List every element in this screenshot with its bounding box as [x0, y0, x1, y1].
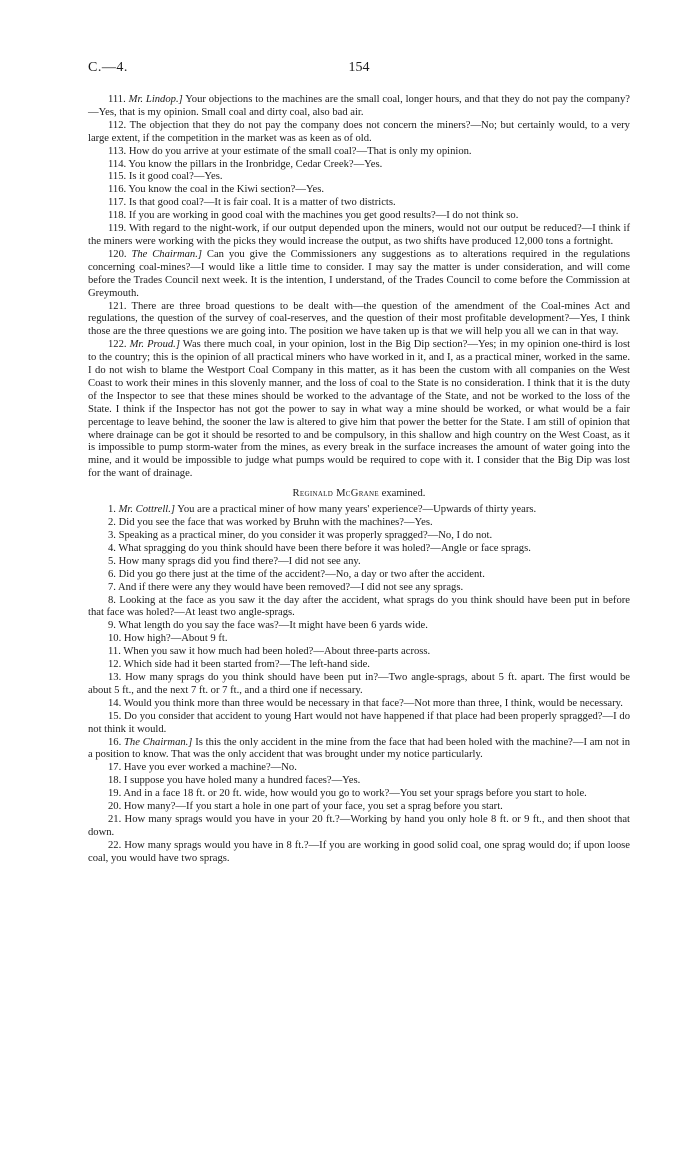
- paragraph: 115. Is it good coal?—Yes.: [108, 171, 223, 183]
- paragraph: 6. Did you go there just at the time of the accident?—No, a day or two after the accident.: [108, 568, 485, 580]
- paragraph: 8. Looking at the face as you saw it the day after the accident, what sprags do you think should have been put in before that face was holed?—At least two angle-sprags.: [88, 594, 630, 619]
- paragraph: 4. What spragging do you think should have been there before it was holed?—Angle or face sprags.: [108, 542, 531, 554]
- paragraph: 119. With regard to the night-work, if our output depended upon the miners, would not our output be reduced?—I think if the miners were working with the picks they would increase the output, as two shifts have produced 12,000 tons a fortnight.: [88, 223, 630, 247]
- testimony-section-1: [88, 94, 630, 481]
- paragraph: 7. And if there were any they would have been removed?—I did not see any sprags.: [108, 581, 464, 593]
- document-body: [88, 94, 630, 866]
- paragraph: 22. How many sprags would you have in 8 ft.?—If you are working in good solid coal, one sprag would do; if upon loose coal, you would have two sprags.: [88, 839, 630, 864]
- witness-heading-suffix: examined.: [378, 488, 426, 500]
- paragraph: 117. Is that good coal?—It is fair coal. It is a matter of two districts.: [108, 197, 396, 209]
- paragraph: 121. There are three broad questions to be dealt with—the question of the amendment of the Coal-mines Act and regulations, the question of the survey of coal-reserves, and the question of their most profitable development?—Yes, I think those are the three questions we are going into. The position we have taken up is that we will help you all we can in that way.: [88, 300, 630, 338]
- paragraph: 3. Speaking as a practical miner, do you consider it was properly spragged?—No, I do not.: [108, 530, 493, 541]
- witness-name: Reginald McGrane: [292, 488, 379, 500]
- paragraph: 9. What length do you say the face was?—It might have been 6 yards wide.: [108, 620, 428, 632]
- paragraph: 12. Which side had it been started from?—The left-hand side.: [108, 659, 370, 671]
- paragraph: 1. Mr. Cottrell.] You are a practical miner of how many years' experience?—Upwards of thirty years.: [108, 504, 537, 516]
- paragraph: 113. How do you arrive at your estimate of the small coal?—That is only my opinion.: [108, 145, 472, 157]
- paragraph: 112. The objection that they do not pay the company does not concern the miners?—No; but certainly would, to a very large extent, if the competition in the market was as keen as of old.: [88, 119, 630, 144]
- paragraph: 18. I suppose you have holed many a hundred faces?—Yes.: [108, 775, 361, 787]
- paragraph: 21. How many sprags would you have in your 20 ft.?—Working by hand you only hole 8 ft. or 9 ft., and then shoot that down.: [88, 813, 630, 838]
- paragraph: 5. How many sprags did you find there?—I did not see any.: [108, 555, 361, 567]
- paragraph: 116. You know the coal in the Kiwi section?—Yes.: [108, 184, 325, 196]
- page-number: 154: [348, 60, 370, 75]
- paragraph: 19. And in a face 18 ft. or 20 ft. wide, how would you go to work?—You set your sprags before you start to hole.: [108, 788, 587, 800]
- paragraph: 122. Mr. Proud.] Was there much coal, in your opinion, lost in the Big Dip section?—Yes; in my opinion one-third is lost to the country; this is the opinion of all practical miners who have worked in it, and I, as a practical miner, worked in the same. I do not wish to blame the Westport Coal Company in this matter, as it has been the custom with all companies on the West Coast to work their mines in this slovenly manner, and the loss of coal to the State is no consideration. I think that it is the duty of the Inspector to see that these mines should be worked to the advantage of the State, and not be worked to the loss of the State. I think if the Inspector has not got the power to say in what way a mine should be worked, or what would be a fair percentage to leave behind, the sooner the law is altered to give him that power the better for the State. I am still of opinion that where drainage can be got it should be resorted to and be compulsory, in this shallow and high country on the West Coast, as it is impossible to pump storm-water from the mines, as every break in the surface increases the amount of water going into the mine, and it would be impossible to judge what pumps would be required to cope with it. I consider that the Big Dip was lost for the want of drainage.: [88, 339, 631, 480]
- paragraph: 20. How many?—If you start a hole in one part of your face, you set a sprag before you start.: [108, 801, 503, 813]
- paragraph: 118. If you are working in good coal with the machines you get good results?—I do not think so.: [108, 210, 519, 222]
- paragraph: 16. The Chairman.] Is this the only accident in the mine from the face that had been holed with the machine?—I am not in a position to know. That was the only accident that was brought under my notice particularly.: [88, 736, 631, 761]
- paragraph: 114. You know the pillars in the Ironbridge, Cedar Creek?—Yes.: [108, 158, 383, 170]
- paragraph: 14. Would you think more than three would be necessary in that face?—Not more than three, I think, would be necessary.: [108, 697, 623, 709]
- paragraph: 13. How many sprags do you think should have been put in?—Two angle-sprags, about 5 ft. apart. The first would be about 5 ft., and the next 7 ft. or 7 ft., and a third one if necessary.: [88, 671, 630, 696]
- testimony-section-2: [88, 504, 630, 865]
- witness-heading: [88, 487, 630, 500]
- page-header: [88, 60, 630, 80]
- paragraph: 111. Mr. Lindop.] Your objections to the machines are the small coal, longer hours, and that they do not pay the company?—Yes, that is my opinion. Small coal and dirty coal, also bad air.: [88, 94, 630, 118]
- paragraph: 11. When you saw it how much had been holed?—About three-parts across.: [108, 646, 431, 658]
- paragraph: 17. Have you ever worked a machine?—No.: [108, 762, 297, 774]
- paragraph: 2. Did you see the face that was worked by Bruhn with the machines?—Yes.: [108, 517, 433, 529]
- paragraph: 10. How high?—About 9 ft.: [108, 633, 228, 645]
- paragraph: 15. Do you consider that accident to young Hart would not have happened if that place had been properly spragged?—I do not think it would.: [88, 710, 630, 735]
- paragraph: 120. The Chairman.] Can you give the Commissioners any suggestions as to alterations required in the regulations concerning coal-mines?—I would like a little time to consider. I may say the matter is under consideration, and will come before the Trades Council next week. It is the intention, I understand, of the Trades Council to come before the Commission at Greymouth.: [88, 248, 631, 299]
- document-code: C.—4.: [88, 60, 128, 75]
